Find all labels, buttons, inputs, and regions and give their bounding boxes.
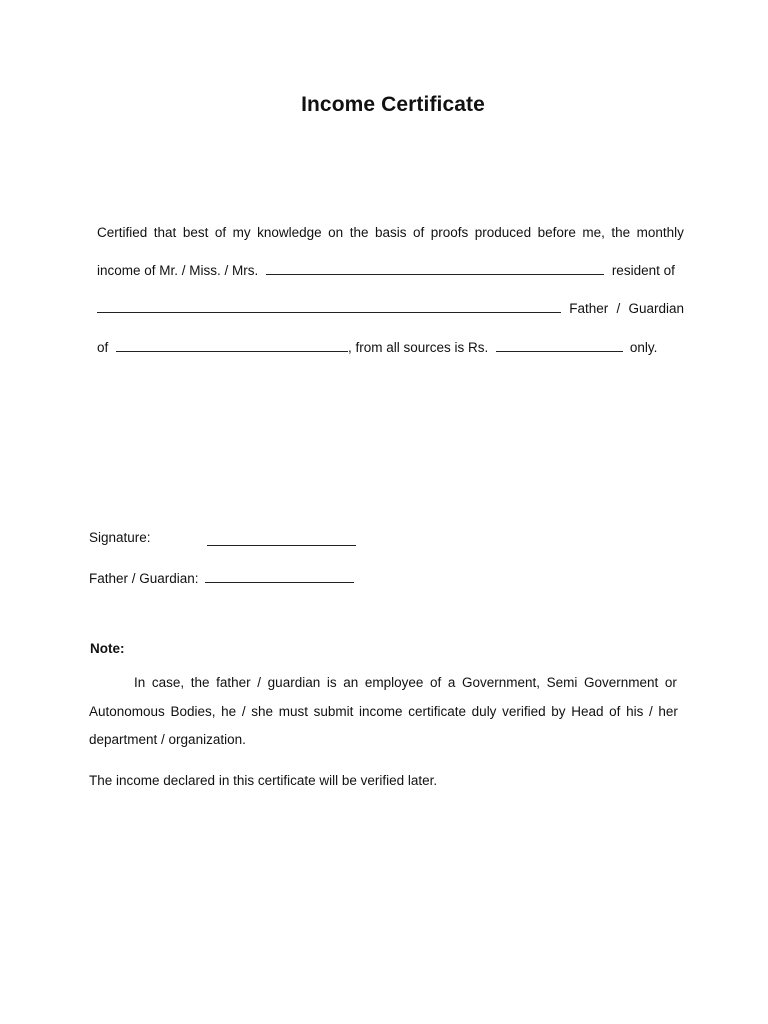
word: verified [502, 704, 546, 719]
note-para1-line1 [134, 674, 677, 692]
word: of [609, 704, 621, 719]
word: an [343, 675, 359, 690]
word: produced [474, 225, 532, 240]
word: basis [374, 225, 407, 240]
body-line-3 [97, 300, 684, 318]
signature-row [89, 529, 151, 547]
guardian-row [89, 570, 354, 588]
from-all-sources-label: , from all sources is Rs. [348, 340, 489, 355]
guardian-label: Father / Guardian: [89, 571, 199, 586]
note-heading: Note: [90, 641, 125, 656]
note-para2: The income declared in this certificate will be verified later. [89, 773, 438, 788]
word: certificate [408, 704, 467, 719]
document-title: Income Certificate [301, 93, 485, 116]
word: me, [582, 225, 605, 240]
word: / [241, 704, 246, 719]
resident-of-label: resident of [611, 263, 675, 278]
word: In [134, 675, 146, 690]
word: a [447, 675, 456, 690]
amount-blank[interactable] [496, 339, 623, 352]
word: submit [313, 704, 354, 719]
name-blank[interactable] [266, 262, 604, 275]
word: must [278, 704, 308, 719]
word: the [611, 225, 631, 240]
word: she [251, 704, 274, 719]
body-line-2 [97, 262, 684, 280]
word: Bodies, [170, 704, 216, 719]
word: is [326, 675, 337, 690]
residence-blank[interactable] [97, 300, 561, 313]
guardian-signature-blank[interactable] [205, 570, 354, 583]
word: income [359, 704, 403, 719]
word: Autonomous [89, 704, 165, 719]
word: Head [571, 704, 604, 719]
income-of-label: income of Mr. / Miss. / Mrs. [97, 263, 259, 278]
word: his [626, 704, 644, 719]
word: that [153, 225, 177, 240]
note-para1-line3: department / organization. [89, 732, 246, 747]
word: Semi [546, 675, 578, 690]
word: / [257, 675, 262, 690]
word: case, [151, 675, 185, 690]
word: guardian [267, 675, 321, 690]
word: Certified [97, 225, 148, 240]
guardian-name-blank[interactable] [116, 339, 348, 352]
word: monthly [636, 225, 684, 240]
word: Government, [461, 675, 541, 690]
word: of [214, 225, 227, 240]
word: or [664, 675, 677, 690]
word: father [216, 675, 251, 690]
word: knowledge [257, 225, 322, 240]
word: proofs [430, 225, 469, 240]
slash-separator: / [616, 301, 621, 316]
word: Government [584, 675, 659, 690]
signature-blank[interactable] [207, 533, 356, 546]
word: her [658, 704, 678, 719]
body-line-4 [97, 339, 684, 357]
word: of [429, 675, 442, 690]
of-label: of [97, 340, 109, 355]
word: my [232, 225, 251, 240]
word: the [349, 225, 369, 240]
word: the [190, 675, 210, 690]
word: of [412, 225, 425, 240]
guardian-word: Guardian [628, 301, 684, 316]
only-label: only. [629, 340, 658, 355]
body-line-1 [97, 224, 684, 242]
note-para1-line2 [89, 703, 678, 721]
word: by [551, 704, 566, 719]
signature-label: Signature: [89, 530, 151, 545]
word: he [221, 704, 237, 719]
word: / [648, 704, 653, 719]
word: duly [471, 704, 497, 719]
word: employee [364, 675, 424, 690]
word: before [537, 225, 576, 240]
word: best [182, 225, 209, 240]
word: on [328, 225, 344, 240]
father-word: Father [569, 301, 609, 316]
